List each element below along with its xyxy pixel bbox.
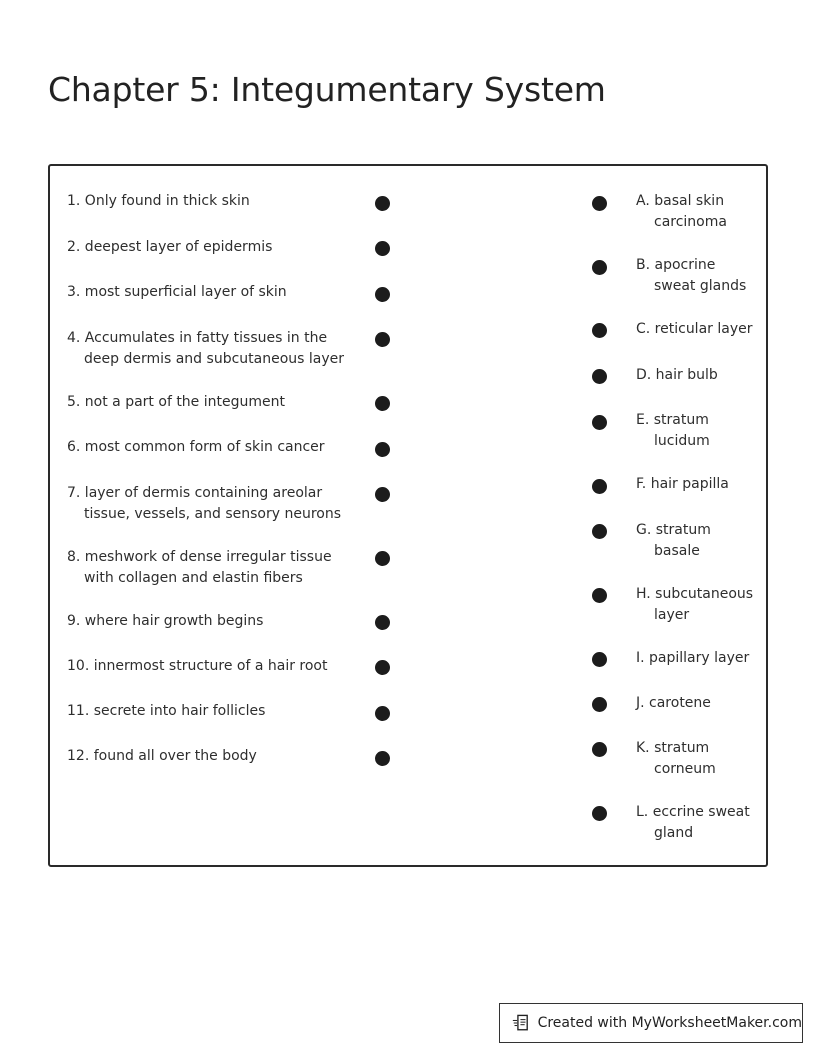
- question-text: 12. found all over the body: [67, 748, 257, 764]
- answer-text: C. reticular layer: [636, 321, 753, 337]
- question-text: 2. deepest layer of epidermis: [67, 239, 273, 255]
- question-dot[interactable]: [375, 442, 390, 457]
- question-text: 9. where hair growth begins: [67, 613, 264, 629]
- answer-text: L. eccrine sweat: [636, 804, 750, 820]
- answer-dot[interactable]: [592, 588, 607, 603]
- question-item: [67, 392, 352, 413]
- question-dot[interactable]: [375, 332, 390, 347]
- answer-dot[interactable]: [592, 323, 607, 338]
- answer-text-continued: layer: [654, 607, 690, 623]
- answer-text-continued: carcinoma: [654, 214, 727, 230]
- answer-text-continued: gland: [654, 825, 694, 841]
- question-text: 11. secrete into hair follicles: [67, 703, 266, 719]
- answer-text: J. carotene: [636, 695, 711, 711]
- matching-box: [48, 164, 768, 867]
- question-dot[interactable]: [375, 241, 390, 256]
- answer-text: H. subcutaneous: [636, 586, 754, 602]
- question-dot[interactable]: [375, 287, 390, 302]
- question-item: [67, 746, 352, 767]
- question-item: [67, 656, 352, 677]
- question-item: [67, 701, 352, 722]
- answer-text-continued: corneum: [654, 761, 716, 777]
- question-item: [67, 191, 352, 212]
- answer-dot[interactable]: [592, 742, 607, 757]
- question-text: 4. Accumulates in fatty tissues in the: [67, 330, 328, 346]
- answer-item: [636, 474, 766, 495]
- answer-dot[interactable]: [592, 196, 607, 211]
- answer-item: [636, 584, 766, 626]
- answer-item: [636, 319, 766, 340]
- answer-item: [636, 365, 766, 386]
- question-dot[interactable]: [375, 706, 390, 721]
- answer-text: I. papillary layer: [636, 650, 750, 666]
- question-text: 5. not a part of the integument: [67, 394, 285, 410]
- question-text: 1. Only found in thick skin: [67, 193, 250, 209]
- answer-item: [636, 802, 766, 844]
- question-text-continued: tissue, vessels, and sensory neurons: [84, 506, 341, 522]
- answer-item: [636, 648, 766, 669]
- answer-text: F. hair papilla: [636, 476, 729, 492]
- answer-item: [636, 255, 766, 297]
- answer-text: A. basal skin: [636, 193, 725, 209]
- question-item: [67, 547, 352, 589]
- question-dot[interactable]: [375, 396, 390, 411]
- answer-dot[interactable]: [592, 524, 607, 539]
- answer-dot[interactable]: [592, 479, 607, 494]
- answer-item: [636, 520, 766, 562]
- question-text: 8. meshwork of dense irregular tissue: [67, 549, 332, 565]
- page-title: Chapter 5: Integumentary System: [48, 70, 606, 110]
- answer-dot[interactable]: [592, 260, 607, 275]
- answer-text: D. hair bulb: [636, 367, 718, 383]
- question-item: [67, 483, 352, 525]
- question-item: [67, 282, 352, 303]
- question-item: [67, 328, 352, 370]
- question-dot[interactable]: [375, 615, 390, 630]
- worksheet-maker-logo-icon: [512, 1012, 531, 1034]
- question-dot[interactable]: [375, 196, 390, 211]
- question-text-continued: with collagen and elastin fibers: [84, 570, 303, 586]
- answer-dot[interactable]: [592, 415, 607, 430]
- answer-text: G. stratum: [636, 522, 711, 538]
- answer-text: E. stratum: [636, 412, 709, 428]
- question-text: 3. most superficial layer of skin: [67, 284, 287, 300]
- answer-text-continued: basale: [654, 543, 700, 559]
- question-item: [67, 611, 352, 632]
- question-text: 7. layer of dermis containing areolar: [67, 485, 323, 501]
- answer-item: [636, 191, 766, 233]
- answer-text-continued: sweat glands: [654, 278, 747, 294]
- question-dot[interactable]: [375, 660, 390, 675]
- answer-dot[interactable]: [592, 806, 607, 821]
- answer-dot[interactable]: [592, 652, 607, 667]
- question-dot[interactable]: [375, 487, 390, 502]
- question-text: 6. most common form of skin cancer: [67, 439, 325, 455]
- question-text-continued: deep dermis and subcutaneous layer: [84, 351, 345, 367]
- answer-item: [636, 693, 766, 714]
- answer-dot[interactable]: [592, 369, 607, 384]
- credit-text: Created with MyWorksheetMaker.com: [537, 1015, 802, 1031]
- answer-text: B. apocrine: [636, 257, 716, 273]
- question-item: [67, 437, 352, 458]
- answer-dot[interactable]: [592, 697, 607, 712]
- question-item: [67, 237, 352, 258]
- question-dot[interactable]: [375, 751, 390, 766]
- answer-text: K. stratum: [636, 740, 710, 756]
- footer-credit[interactable]: [499, 1003, 803, 1043]
- question-dot[interactable]: [375, 551, 390, 566]
- answer-item: [636, 738, 766, 780]
- answer-text-continued: lucidum: [654, 433, 710, 449]
- question-text: 10. innermost structure of a hair root: [67, 658, 328, 674]
- answer-item: [636, 410, 766, 452]
